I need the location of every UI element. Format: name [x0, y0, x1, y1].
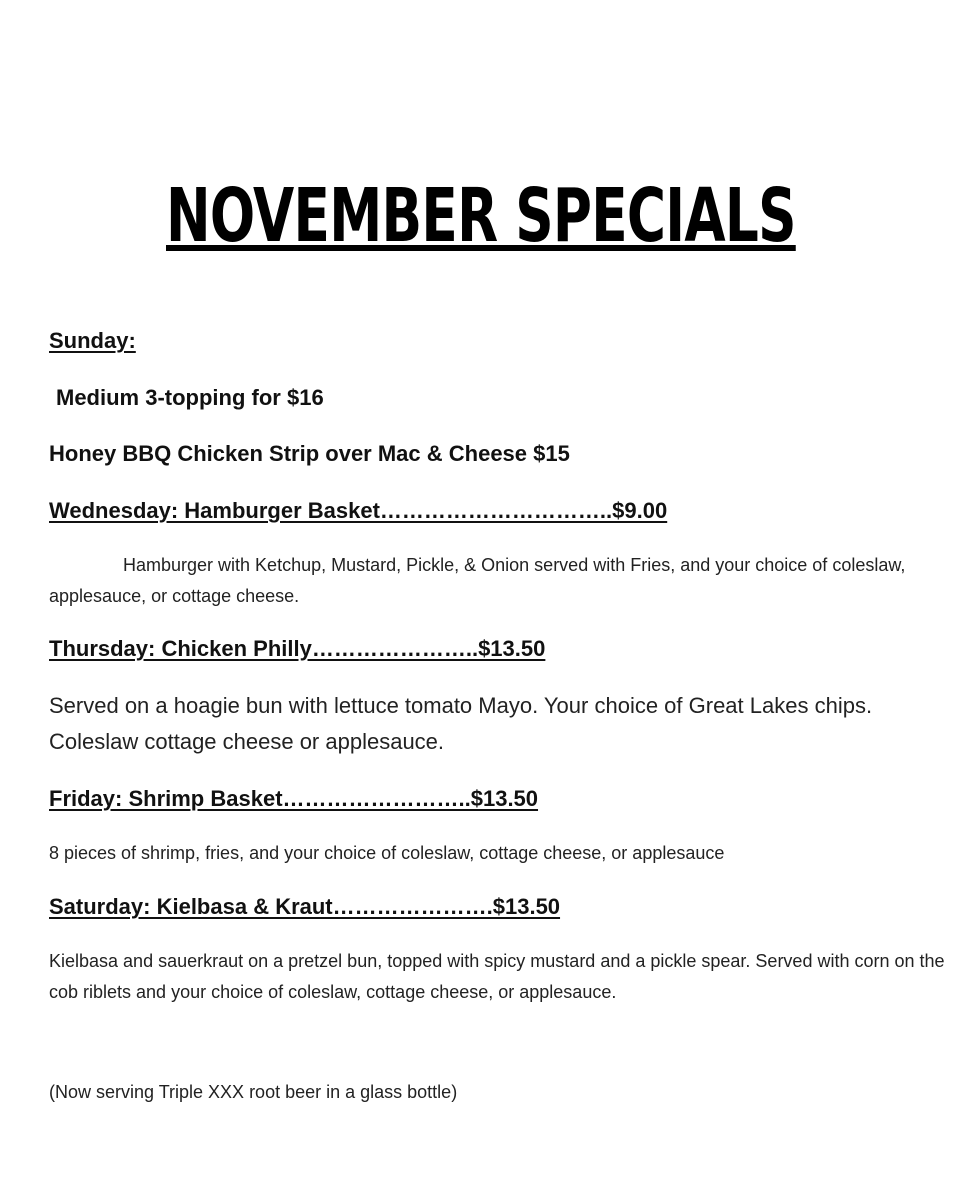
wednesday-heading: Wednesday: Hamburger Basket…………………………..$9.00 [49, 498, 668, 523]
footer-note: (Now serving Triple XXX root beer in a glass bottle) [49, 1082, 458, 1102]
sunday-special-pizza: Medium 3-topping for $16 [56, 385, 324, 410]
wednesday-description [49, 550, 929, 612]
saturday-description: Kielbasa and sauerkraut on a pretzel bun, topped with spicy mustard and a pickle spear. Served with corn on the cob riblets and your choice of coleslaw, cottage cheese, or applesauce. [49, 951, 945, 1002]
thursday-description: Served on a hoagie bun with lettuce tomato Mayo. Your choice of Great Lakes chips. Coleslaw cottage cheese or applesauce. [49, 693, 873, 754]
thursday-heading: Thursday: Chicken Philly…………………..$13.50 [49, 636, 546, 661]
saturday-heading: Saturday: Kielbasa & Kraut………………….$13.50 [49, 894, 561, 919]
sunday-heading: Sunday: [49, 328, 136, 353]
friday-description: 8 pieces of shrimp, fries, and your choice of coleslaw, cottage cheese, or applesauce [49, 843, 725, 863]
page-title: NOVEMBER SPECIALS [166, 173, 796, 259]
friday-heading: Friday: Shrimp Basket……………………..$13.50 [49, 786, 539, 811]
sunday-special-chicken: Honey BBQ Chicken Strip over Mac & Cheese $15 [49, 441, 570, 466]
wednesday-description-text: Hamburger with Ketchup, Mustard, Pickle, & Onion served with Fries, and your choice of coleslaw, applesauce, or cottage cheese. [49, 555, 906, 606]
